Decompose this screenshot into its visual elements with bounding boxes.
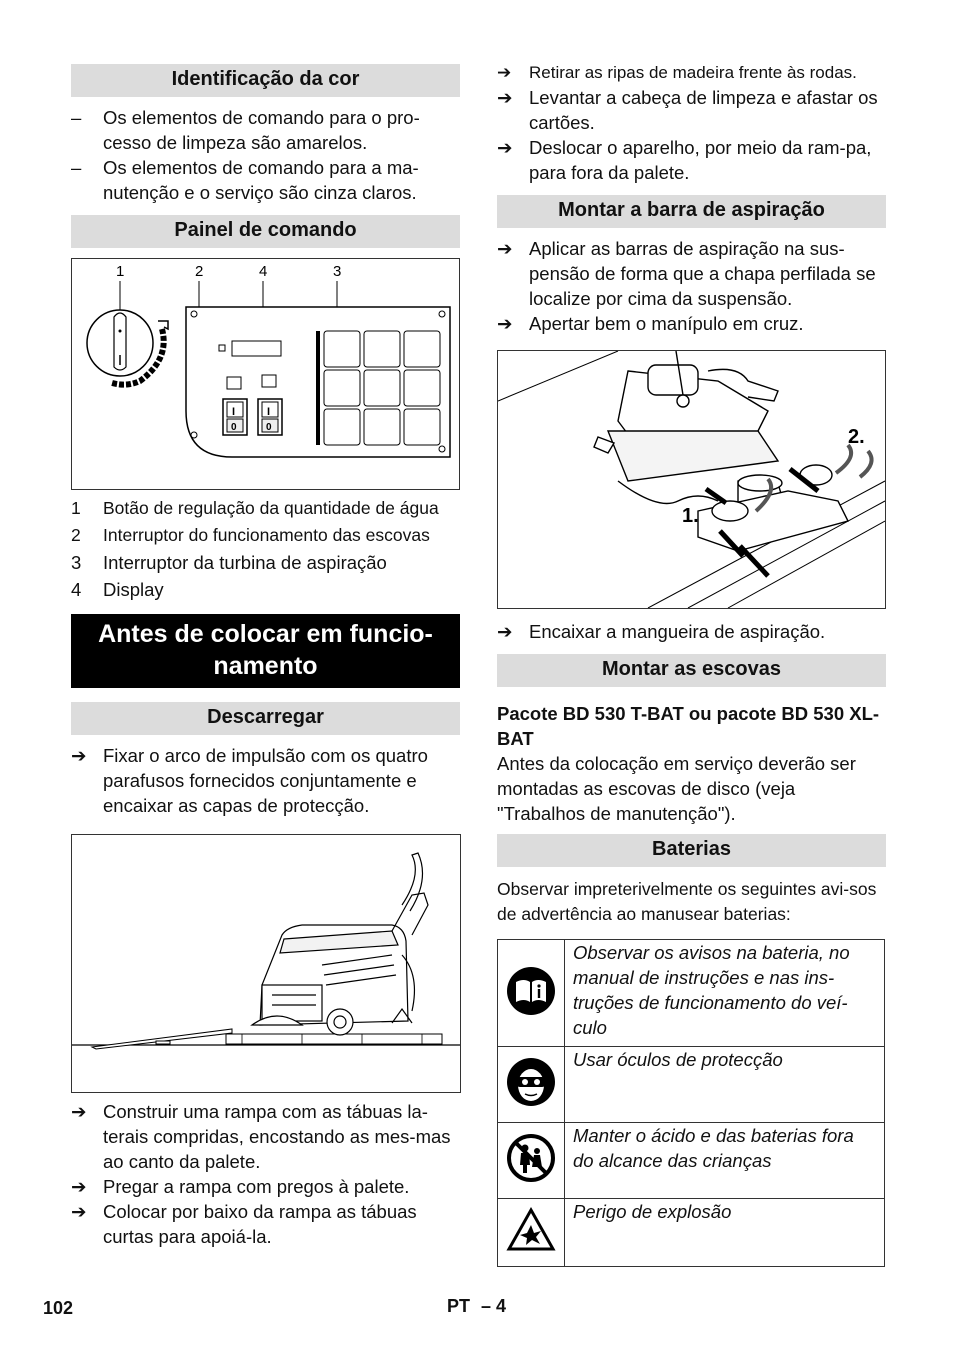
- ramp-steps: [71, 1099, 460, 1249]
- legend-item: 1 Botão de regulação da quantidade de água: [71, 498, 439, 518]
- dash-bullet: –: [71, 107, 82, 128]
- squeegee-figure: [497, 350, 886, 609]
- vacuum-switch-icon: [258, 399, 282, 435]
- table-row: Manter o ácido e das baterias fora do alcance das crianças: [498, 1123, 885, 1199]
- safety-goggles-icon: [506, 1057, 556, 1107]
- scrubber-machine-icon: [252, 853, 428, 1035]
- arrow-bullet-icon: ➔: [71, 1176, 87, 1197]
- list-item: ➔ Aplicar as barras de aspiração na sus-pensão de forma que a chapa perfilada se localize por cima da suspensão.: [497, 238, 876, 309]
- color-id-list: [71, 105, 460, 205]
- section-heading-color-id: Identificação da cor: [71, 64, 460, 97]
- arrow-bullet-icon: ➔: [497, 621, 513, 642]
- list-item: ➔ Encaixar a mangueira de aspiração.: [497, 621, 826, 642]
- callout-label: 1: [116, 263, 125, 280]
- section-heading-control-panel: Painel de comando: [71, 215, 460, 248]
- callout-label: 4: [259, 263, 268, 280]
- list-item: ➔ Deslocar o aparelho, por meio da ram-pa, para fora da palete.: [497, 137, 872, 183]
- unloading-figure: [71, 834, 461, 1093]
- squeegee-frame-icon: [594, 351, 848, 551]
- control-panel-drawing: [72, 259, 459, 489]
- explosion-hazard-icon: [506, 1205, 556, 1255]
- display-icon: [232, 341, 281, 356]
- list-item: – Os elementos de comando para a ma-nutenção e o serviço são cinza claros.: [71, 157, 419, 203]
- arrow-bullet-icon: ➔: [71, 1101, 87, 1122]
- dash-bullet: –: [71, 157, 82, 178]
- section-heading-squeegee: Montar a barra de aspiração: [497, 195, 886, 228]
- arrow-bullet-icon: ➔: [497, 137, 513, 158]
- pallet-steps: [497, 60, 886, 185]
- control-panel-housing: [186, 307, 450, 457]
- step-label: 2.: [848, 426, 865, 448]
- language-code: PT: [447, 1296, 471, 1316]
- list-item: – Os elementos de comando para o pro-cesso de limpeza são amarelos.: [71, 107, 420, 153]
- list-item: ➔ Colocar por baixo da rampa as tábuas curtas para apoiá-la.: [71, 1201, 417, 1247]
- section-heading-unload: Descarregar: [71, 702, 460, 735]
- list-item: ➔ Apertar bem o manípulo em cruz.: [497, 313, 804, 334]
- list-item: ➔ Construir uma rampa com as tábuas la-terais compridas, encostando as mes-mas ao canto da palete.: [71, 1101, 451, 1172]
- hose-steps: [497, 619, 886, 644]
- batteries-intro: Observar impreterivelmente os seguintes avi-sos de advertência ao manusear baterias:: [497, 879, 877, 924]
- brushes-text: Antes da colocação em serviço deverão ser montadas as escovas de disco (veja "Trabalhos de manutenção").: [497, 753, 856, 824]
- squeegee-mounting-drawing: [498, 351, 885, 608]
- brushes-subheading: Pacote BD 530 T-BAT ou pacote BD 530 XL-BAT: [497, 703, 880, 749]
- page-number: 102: [43, 1298, 74, 1318]
- list-item: ➔ Levantar a cabeça de limpeza e afastar os cartões.: [497, 87, 878, 133]
- list-item: ➔ Pregar a rampa com pregos à palete.: [71, 1176, 410, 1197]
- control-panel-figure: [71, 258, 460, 490]
- keep-children-away-icon: [506, 1133, 556, 1183]
- table-row: Usar óculos de protecção: [498, 1047, 885, 1123]
- section-heading-batteries: Baterias: [497, 834, 886, 867]
- section-page: – 4: [481, 1296, 507, 1316]
- scrubber-on-pallet-drawing: [72, 835, 460, 1092]
- svg-text:I: I: [232, 406, 236, 418]
- manual-book-icon: [506, 966, 556, 1016]
- legend-item: 2 Interruptor do funcionamento das escovas: [71, 525, 430, 545]
- legend-item: 4 Display: [71, 579, 164, 600]
- step-label: 1.: [682, 505, 699, 527]
- arrow-bullet-icon: ➔: [497, 63, 512, 82]
- list-item: ➔ Fixar o arco de impulsão com os quatro parafusos fornecidos conjuntamente e encaixar as capas de protecção.: [71, 745, 428, 816]
- panel-legend: [71, 496, 460, 602]
- arrow-bullet-icon: ➔: [71, 745, 87, 766]
- svg-text:I: I: [267, 406, 271, 418]
- callout-label: 3: [333, 263, 342, 280]
- list-item: ➔ Retirar as ripas de madeira frente às rodas.: [497, 60, 886, 85]
- battery-warnings-table: [497, 939, 885, 1267]
- chapter-heading-before-use: Antes de colocar em funcio-namento: [71, 614, 460, 688]
- page-footer-ref: [447, 1296, 506, 1317]
- unload-steps: [71, 743, 460, 818]
- svg-text:0: 0: [266, 422, 272, 433]
- left-column: [71, 56, 460, 1249]
- squeegee-steps: [497, 236, 886, 336]
- legend-item: 3 Interruptor da turbina de aspiração: [71, 552, 387, 573]
- section-heading-brushes: Montar as escovas: [497, 654, 886, 687]
- arrow-bullet-icon: ➔: [71, 1201, 87, 1222]
- callout-label: 2: [195, 263, 204, 280]
- arrow-bullet-icon: ➔: [497, 238, 513, 259]
- right-column: [497, 60, 886, 1267]
- table-row: Perigo de explosão: [498, 1199, 885, 1267]
- arrow-bullet-icon: ➔: [497, 87, 513, 108]
- svg-text:0: 0: [231, 422, 237, 433]
- brush-switch-icon: [223, 399, 247, 435]
- arrow-bullet-icon: ➔: [497, 313, 513, 334]
- water-knob-icon: [87, 310, 168, 385]
- table-row: Observar os avisos na bateria, no manual de instruções e nas ins-truções de funcionamento do veí-culo: [498, 940, 885, 1047]
